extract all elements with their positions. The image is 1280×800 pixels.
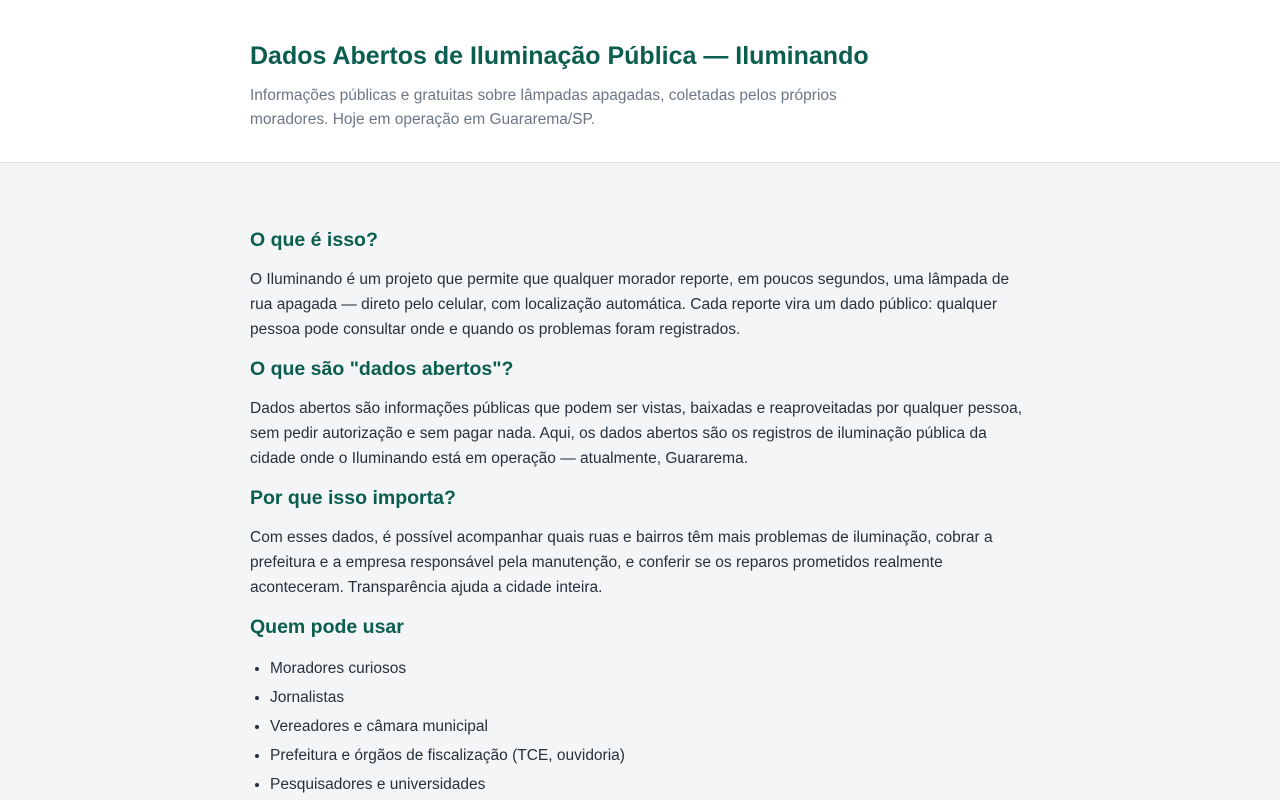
list-item: • Prefeitura e órgãos de fiscalização (TCE, ouvidoria) — [270, 741, 1030, 770]
page-subtitle: Informações públicas e gratuitas sobre lâmpadas apagadas, coletadas pelos próprios moradores. Hoje em operação em Guararema/SP. — [250, 87, 837, 128]
header-container — [250, 40, 1030, 132]
section-who-can-use — [250, 614, 1030, 799]
section-paragraph: Com esses dados, é possível acompanhar quais ruas e bairros têm mais problemas de iluminação, cobrar a prefeitura e a empresa responsável pela manutenção, e conferir se os reparos prometidos realmente aconteceram. Transparência ajuda a cidade inteira. — [250, 529, 993, 596]
section-why-it-matters — [250, 485, 1030, 600]
page-title: Dados Abertos de Iluminação Pública — Iluminando — [250, 42, 869, 70]
audience-list — [250, 654, 1030, 799]
page-header — [0, 0, 1280, 163]
list-item: • Pesquisadores e universidades — [270, 770, 1030, 799]
section-paragraph: O Iluminando é um projeto que permite que qualquer morador reporte, em poucos segundos, uma lâmpada de rua apagada — direto pelo celular, com localização automática. Cada reporte vira um dado público: qualquer pessoa pode consultar onde e quando os problemas foram registrados. — [250, 271, 1010, 338]
list-item: • Jornalistas — [270, 683, 1030, 712]
list-item: • Vereadores e câmara municipal — [270, 712, 1030, 741]
list-item: • Moradores curiosos — [270, 654, 1030, 683]
section-heading: O que é isso? — [250, 229, 378, 251]
section-heading: Por que isso importa? — [250, 487, 456, 509]
main-content — [0, 163, 1280, 799]
section-heading: Quem pode usar — [250, 616, 404, 638]
section-paragraph: Dados abertos são informações públicas que podem ser vistas, baixadas e reaproveitadas por qualquer pessoa, sem pedir autorização e sem pagar nada. Aqui, os dados abertos são os registros de iluminação pública da cidade onde o Iluminando está em operação — atualmente, Guararema. — [250, 400, 1023, 467]
content-container — [250, 227, 1030, 799]
section-open-data — [250, 356, 1030, 471]
section-what-is-it — [250, 227, 1030, 342]
section-heading: O que são "dados abertos"? — [250, 358, 514, 380]
